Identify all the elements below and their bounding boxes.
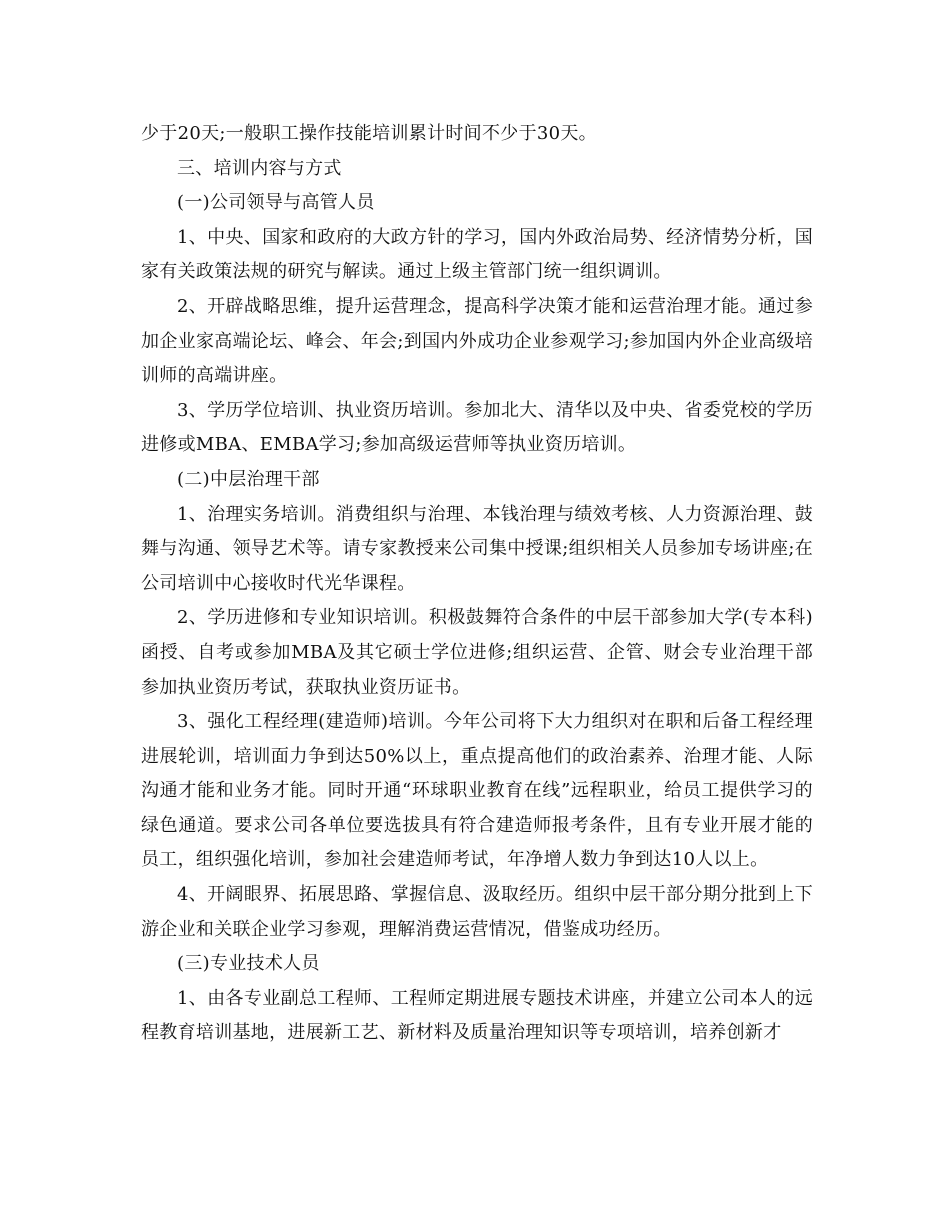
paragraph: 3、强化工程经理(建造师)培训。今年公司将下大力组织对在职和后备工程经理进展轮训，培训面力争到达50%以上，重点提高他们的政治素养、治理才能、人际沟通才能和业务才能。同时开通“环球职业教育在线”远程职业，给员工提供学习的绿色通道。要求公司各单位要选拔具有符合建造师报考条件，且有专业开展才能的员工，组织强化培训，参加社会建造师考试，年净增人数力争到达10人以上。 (141, 711, 813, 871)
paragraph: 3、学历学位培训、执业资历培训。参加北大、清华以及中央、省委党校的学历进修或MBA、EMBA学习;参加高级运营师等执业资历培训。 (141, 399, 813, 456)
paragraph: 1、治理实务培训。消费组织与治理、本钱治理与绩效考核、人力资源治理、鼓舞与沟通、领导艺术等。请专家教授来公司集中授课;组织相关人员参加专场讲座;在公司培训中心接收时代光华课程。 (141, 503, 813, 594)
paragraph: 1、由各专业副总工程师、工程师定期进展专题技术讲座，并建立公司本人的远程教育培训基地，进展新工艺、新材料及质量治理知识等专项培训，培养创新才 (141, 987, 813, 1044)
subsection-heading-middle-managers: (二)中层治理干部 (177, 468, 320, 490)
subsection-heading-technical-staff: (三)专业技术人员 (177, 953, 320, 975)
paragraph-continuation: 少于20天;一般职工操作技能培训累计时间不少于30天。 (141, 123, 597, 144)
paragraph: 2、开辟战略思维，提升运营理念，提高科学决策才能和运营治理才能。通过参加企业家高端论坛、峰会、年会;到国内外成功企业参观学习;参加国内外企业高级培训师的高端讲座。 (141, 295, 813, 387)
document-body (141, 117, 813, 1051)
paragraph: 1、中央、国家和政府的大政方针的学习，国内外政治局势、经济情势分析，国家有关政策法规的研究与解读。通过上级主管部门统一组织调训。 (141, 226, 813, 283)
section-heading-training-content: 三、培训内容与方式 (177, 157, 342, 179)
subsection-heading-leaders: (一)公司领导与高管人员 (177, 192, 375, 214)
paragraph: 2、学历进修和专业知识培训。积极鼓舞符合条件的中层干部参加大学(专本科)函授、自考或参加MBA及其它硕士学位进修;组织运营、企管、财会专业治理干部参加执业资历考试，获取执业资历证书。 (141, 607, 813, 698)
paragraph: 4、开阔眼界、拓展思路、掌握信息、汲取经历。组织中层干部分期分批到上下游企业和关联企业学习参观，理解消费运营情况，借鉴成功经历。 (141, 884, 813, 940)
